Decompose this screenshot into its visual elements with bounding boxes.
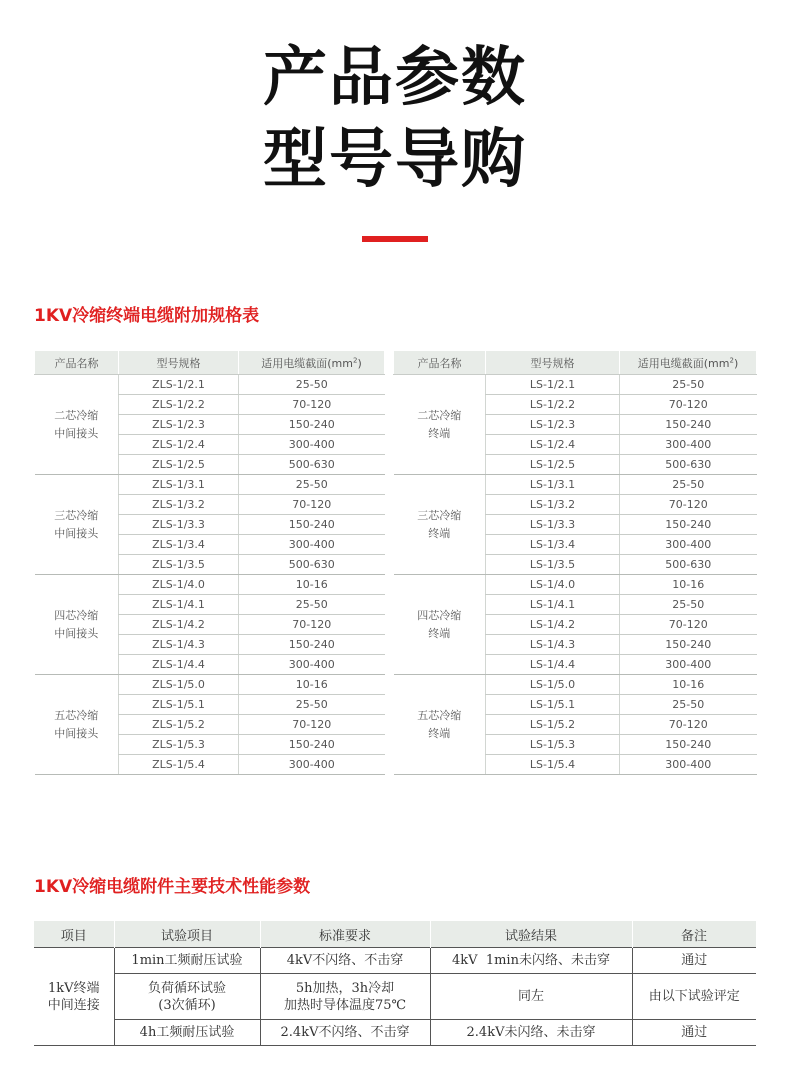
section-cell: 25-50 xyxy=(620,375,757,395)
page-title-line1: 产品参数 xyxy=(263,41,527,115)
standard-cell xyxy=(260,974,430,1020)
header-result: 试验结果 xyxy=(430,921,632,948)
model-cell: ZLS-1/3.5 xyxy=(119,555,239,575)
section-cell: 10-16 xyxy=(620,675,757,695)
model-cell: ZLS-1/4.4 xyxy=(119,655,239,675)
model-cell: LS-1/5.3 xyxy=(486,735,620,755)
product-name-line1: 四芯冷缩 xyxy=(54,608,99,622)
model-cell: ZLS-1/3.3 xyxy=(119,515,239,535)
spec-table-terminals xyxy=(393,350,757,775)
section-cell: 300-400 xyxy=(239,535,385,555)
spec-table-joints xyxy=(34,350,385,775)
standard-line: 4kV不闪络、不击穿 xyxy=(286,953,404,968)
standard-line: 加热时导体温度75℃ xyxy=(283,997,407,1013)
model-cell: LS-1/5.0 xyxy=(486,675,620,695)
section-cell: 150-240 xyxy=(620,515,757,535)
table-row xyxy=(35,375,385,395)
perf-row xyxy=(34,1020,756,1046)
table-row xyxy=(35,475,385,495)
category-cell xyxy=(34,948,114,1046)
model-cell: ZLS-1/2.3 xyxy=(119,415,239,435)
header-cable-section: 适用电缆截面$(mm^2)$ xyxy=(620,351,757,375)
model-cell: ZLS-1/5.4 xyxy=(119,755,239,775)
model-cell: LS-1/5.4 xyxy=(486,755,620,775)
section-cell: 150-240 xyxy=(620,635,757,655)
section-cell: 150-240 xyxy=(620,415,757,435)
standard-line: 2.4kV不闪络、不击穿 xyxy=(280,1025,410,1040)
test-item-cell xyxy=(114,948,260,974)
model-cell: ZLS-1/5.2 xyxy=(119,715,239,735)
header-standard: 标准要求 xyxy=(260,921,430,948)
spec-header-row xyxy=(394,351,757,375)
section-cell: 25-50 xyxy=(620,695,757,715)
model-cell: LS-1/4.1 xyxy=(486,595,620,615)
model-cell: LS-1/2.5 xyxy=(486,455,620,475)
model-cell: ZLS-1/4.2 xyxy=(119,615,239,635)
result-cell: 4kV 1min未闪络、未击穿 xyxy=(430,948,632,974)
product-name-line1: 三芯冷缩 xyxy=(417,508,462,522)
product-name-line2: 中间接头 xyxy=(54,626,99,640)
product-name-line2: 中间接头 xyxy=(54,426,99,440)
model-cell: ZLS-1/2.1 xyxy=(119,375,239,395)
product-name-line2: 中间接头 xyxy=(54,726,99,740)
spec-header-row xyxy=(35,351,385,375)
section-cell: 500-630 xyxy=(239,455,385,475)
product-name-line1: 二芯冷缩 xyxy=(417,408,462,422)
section-cell: 70-120 xyxy=(620,395,757,415)
table-row xyxy=(35,675,385,695)
spec-body xyxy=(394,375,757,775)
product-name-line1: 二芯冷缩 xyxy=(54,408,99,422)
note-cell: 通过 xyxy=(632,948,756,974)
section-cell: 70-120 xyxy=(620,495,757,515)
table-row xyxy=(394,675,757,695)
table-row xyxy=(394,375,757,395)
section-cell: 25-50 xyxy=(239,595,385,615)
product-name-line2: 终端 xyxy=(428,526,451,540)
perf-row xyxy=(34,948,756,974)
header-note: 备注 xyxy=(632,921,756,948)
header-cable-section: 适用电缆截面$(mm^2)$ xyxy=(239,351,385,375)
model-cell: LS-1/5.2 xyxy=(486,715,620,735)
section-cell: 70-120 xyxy=(239,715,385,735)
section-cell: 500-630 xyxy=(620,455,757,475)
section-cell: 25-50 xyxy=(239,695,385,715)
model-cell: ZLS-1/2.2 xyxy=(119,395,239,415)
section-cell: 10-16 xyxy=(239,575,385,595)
product-name-line2: 终端 xyxy=(428,726,451,740)
model-cell: LS-1/3.2 xyxy=(486,495,620,515)
section-cell: 300-400 xyxy=(620,755,757,775)
section-cell: 150-240 xyxy=(239,635,385,655)
header-product-name: 产品名称 xyxy=(35,351,119,375)
model-cell: ZLS-1/5.3 xyxy=(119,735,239,755)
page-title-line2: 型号导购 xyxy=(263,123,527,197)
test-item-line: (3次循环) xyxy=(158,997,216,1013)
section-cell: 10-16 xyxy=(620,575,757,595)
section-cell: 300-400 xyxy=(239,655,385,675)
standard-cell xyxy=(260,1020,430,1046)
section-cell: 150-240 xyxy=(239,515,385,535)
model-cell: LS-1/2.3 xyxy=(486,415,620,435)
note-cell: 通过 xyxy=(632,1020,756,1046)
section-cell: 25-50 xyxy=(620,595,757,615)
model-cell: ZLS-1/4.0 xyxy=(119,575,239,595)
section-cell: 70-120 xyxy=(620,715,757,735)
model-cell: ZLS-1/4.1 xyxy=(119,595,239,615)
product-name-line1: 三芯冷缩 xyxy=(54,508,99,522)
category-line1: 1kV终端 xyxy=(47,980,100,996)
section-cell: 70-120 xyxy=(239,395,385,415)
section-cell: 500-630 xyxy=(239,555,385,575)
spec-body xyxy=(35,375,385,775)
model-cell: ZLS-1/3.1 xyxy=(119,475,239,495)
product-name-line1: 五芯冷缩 xyxy=(54,708,99,722)
perf-row xyxy=(34,974,756,1020)
section-cell: 70-120 xyxy=(620,615,757,635)
section-cell: 150-240 xyxy=(239,735,385,755)
result-cell: 2.4kV未闪络、未击穿 xyxy=(430,1020,632,1046)
product-name-cell xyxy=(35,375,119,475)
model-cell: LS-1/2.1 xyxy=(486,375,620,395)
category-line2: 中间连接 xyxy=(47,997,100,1013)
test-item-cell xyxy=(114,1020,260,1046)
section-cell: 10-16 xyxy=(239,675,385,695)
section-cell: 300-400 xyxy=(239,435,385,455)
header-item: 项目 xyxy=(34,921,114,948)
model-cell: ZLS-1/5.1 xyxy=(119,695,239,715)
model-cell: ZLS-1/3.2 xyxy=(119,495,239,515)
model-cell: LS-1/3.4 xyxy=(486,535,620,555)
standard-cell xyxy=(260,948,430,974)
model-cell: LS-1/4.2 xyxy=(486,615,620,635)
section-cell: 300-400 xyxy=(620,435,757,455)
perf-header-row xyxy=(34,921,756,948)
table-row xyxy=(394,475,757,495)
section-cell: 150-240 xyxy=(239,415,385,435)
section-cell: 300-400 xyxy=(620,535,757,555)
model-cell: LS-1/5.1 xyxy=(486,695,620,715)
product-name-cell xyxy=(35,475,119,575)
standard-line: 5h加热，3h冷却 xyxy=(295,980,395,996)
product-name-cell xyxy=(394,375,486,475)
header-model: 型号规格 xyxy=(486,351,620,375)
spec-section-heading: 1KV冷缩终端电缆附加规格表 xyxy=(34,306,260,326)
model-cell: ZLS-1/4.3 xyxy=(119,635,239,655)
product-name-line1: 四芯冷缩 xyxy=(417,608,462,622)
product-name-line2: 中间接头 xyxy=(54,526,99,540)
product-name-cell xyxy=(35,575,119,675)
model-cell: LS-1/2.4 xyxy=(486,435,620,455)
perf-body xyxy=(34,948,756,1046)
test-item-cell xyxy=(114,974,260,1020)
product-name-cell xyxy=(35,675,119,775)
section-cell: 25-50 xyxy=(620,475,757,495)
product-name-line2: 终端 xyxy=(428,426,451,440)
section-cell: 300-400 xyxy=(239,755,385,775)
section-cell: 25-50 xyxy=(239,375,385,395)
section-cell: 500-630 xyxy=(620,555,757,575)
product-name-cell xyxy=(394,575,486,675)
perf-section-heading: 1KV冷缩电缆附件主要技术性能参数 xyxy=(34,877,311,897)
performance-table xyxy=(34,921,757,1046)
table-row xyxy=(394,575,757,595)
model-cell: ZLS-1/3.4 xyxy=(119,535,239,555)
section-cell: 300-400 xyxy=(620,655,757,675)
product-name-cell xyxy=(394,675,486,775)
result-cell: 同左 xyxy=(430,974,632,1020)
model-cell: LS-1/4.0 xyxy=(486,575,620,595)
header-model: 型号规格 xyxy=(119,351,239,375)
section-cell: 70-120 xyxy=(239,495,385,515)
header-test-item: 试验项目 xyxy=(114,921,260,948)
model-cell: ZLS-1/2.5 xyxy=(119,455,239,475)
section-cell: 25-50 xyxy=(239,475,385,495)
section-cell: 150-240 xyxy=(620,735,757,755)
model-cell: LS-1/2.2 xyxy=(486,395,620,415)
product-name-line1: 五芯冷缩 xyxy=(417,708,462,722)
note-cell: 由以下试验评定 xyxy=(632,974,756,1020)
product-name-cell xyxy=(394,475,486,575)
model-cell: ZLS-1/5.0 xyxy=(119,675,239,695)
test-item-line: 1min工频耐压试验 xyxy=(131,953,243,968)
model-cell: LS-1/3.1 xyxy=(486,475,620,495)
model-cell: LS-1/3.5 xyxy=(486,555,620,575)
section-cell: 70-120 xyxy=(239,615,385,635)
model-cell: LS-1/3.3 xyxy=(486,515,620,535)
model-cell: LS-1/4.4 xyxy=(486,655,620,675)
model-cell: ZLS-1/2.4 xyxy=(119,435,239,455)
test-item-line: 负荷循环试验 xyxy=(147,980,226,996)
product-name-line2: 终端 xyxy=(428,626,451,640)
table-row xyxy=(35,575,385,595)
title-divider xyxy=(362,236,428,242)
model-cell: LS-1/4.3 xyxy=(486,635,620,655)
test-item-line: 4h工频耐压试验 xyxy=(139,1025,235,1040)
header-product-name: 产品名称 xyxy=(394,351,486,375)
